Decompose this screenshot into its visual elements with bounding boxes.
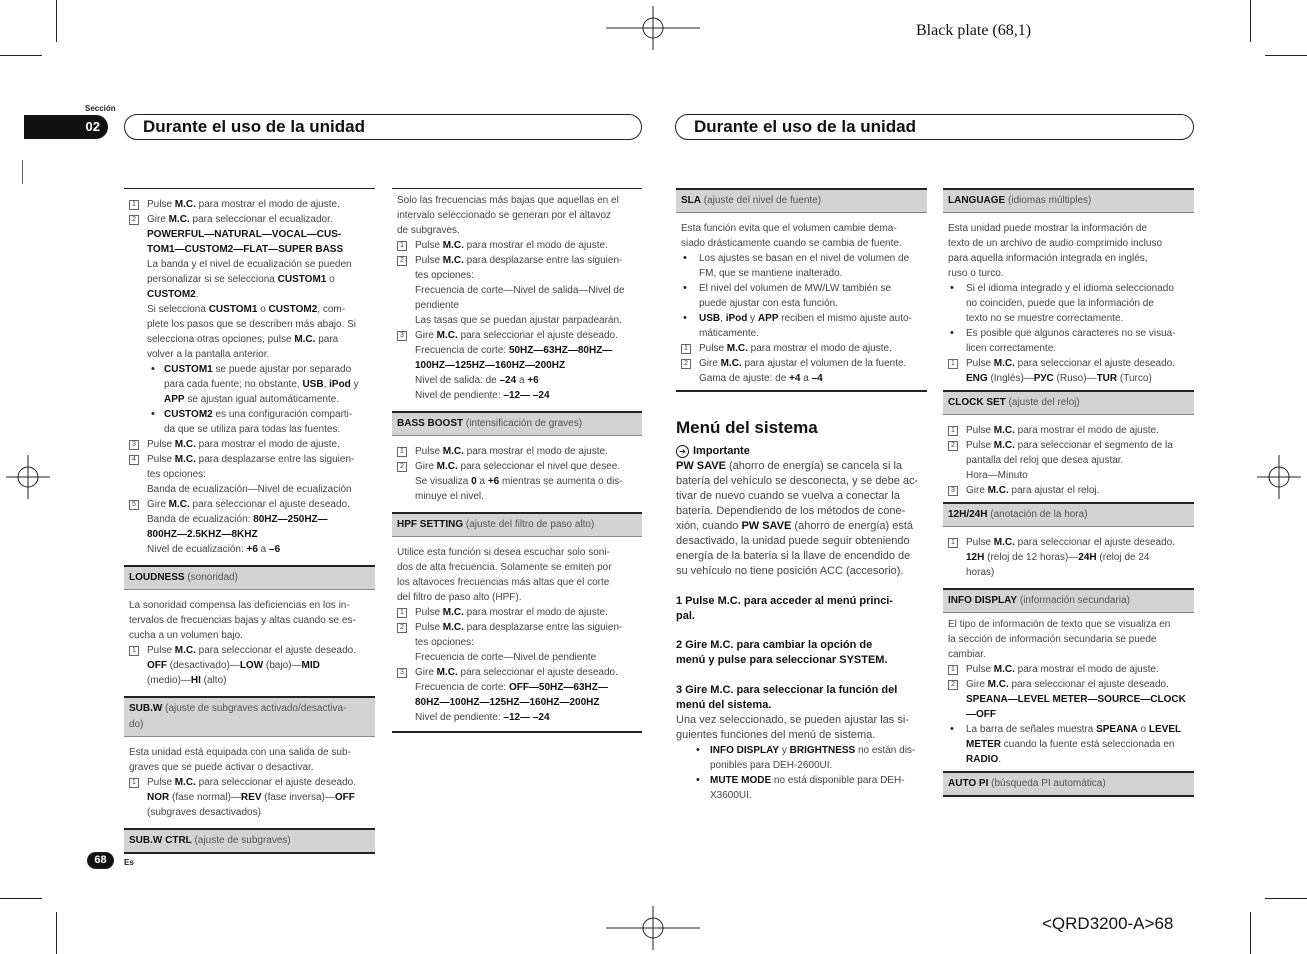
list-item: 2 Pulse M.C. para desplazarse entre las siguien-: [397, 620, 637, 635]
menu-title: Menú del sistema: [676, 418, 818, 437]
crop-mark: [1265, 898, 1307, 899]
job-code: <QRD3200-A>68: [1042, 914, 1174, 933]
crop-mark: [22, 160, 23, 184]
list-item: 1 Pulse M.C. para mostrar el modo de ajuste.: [129, 197, 370, 212]
list-item: 2 Gire M.C. para seleccionar el nivel que desee.: [397, 459, 637, 474]
setting-header-loudness: LOUDNESS (sonoridad): [124, 565, 375, 590]
crop-mark: [0, 55, 42, 56]
list-item: 1 Pulse M.C. para mostrar el modo de ajuste.: [397, 238, 637, 253]
setting-header-sla: SLA (ajuste del nivel de fuente): [676, 188, 927, 213]
column-1: 1 Pulse M.C. para mostrar el modo de ajuste. 2 Gire M.C. para seleccionar el ecualizador. POWERFUL—NATURAL—VOCAL—CUS- TOM1—CUSTOM2—FLAT—SUPER BASS La banda y el nivel de ecualización se pueden personalizar si se selecciona CUSTOM1 o CUSTOM2. Si selecciona CUSTOM1 o CUSTOM2, com- plete los pasos que se describen más abajo. Si selecciona otras opciones, pulse M.C. para volver a la pantalla anterior. • CUSTOM1 se puede ajustar por separado para cada fuente; no obstante, USB, iPod y APP se ajustan igual automáticamente. • CUSTOM2 es una configuración comparti- da que se utiliza para todas las fuentes. 3 Pulse M.C. para mostrar el modo de ajuste. 4 Pulse M.C. para desplazarse entre las siguien- tes opciones: Banda de ecualización—Nivel de ecualización 5 Gire M.C. para seleccionar el ajuste deseado. Banda de ecualización: 80HZ—250HZ— 800HZ—2.5KHZ—8KHZ Nivel de ecualización: +6 a –6 LOUDNESS (sonoridad) La sonoridad compensa las deficiencias en los in- tervalos de frecuencias bajas y altas cuando se es- cucha a un volumen bajo. 1 Pulse M.C. para seleccionar el ajuste deseado. OFF (desactivado)—LOW (bajo)—MID (medio)—HI (alto) SUB.W (ajuste de subgraves activado/desactiva- do) Esta unidad está equipada con una salida de sub- graves que se puede activar o desactivar. 1 Pulse M.C. para seleccionar el ajuste deseado. NOR (fase normal)—REV (fase inversa)—OFF (subgraves desactivados) SUB.W CTRL (ajuste de subgraves): [124, 188, 375, 854]
page-number: 68: [87, 852, 114, 869]
list-item: 1 Pulse M.C. para seleccionar el ajuste deseado.: [948, 535, 1189, 550]
list-item: 2 Gire M.C. para seleccionar el ajuste deseado.: [948, 677, 1189, 692]
section-number: 02: [24, 115, 108, 139]
setting-header-auto-pi: AUTO PI (búsqueda PI automática): [943, 771, 1194, 797]
registration-mark: [1257, 455, 1301, 499]
list-item: 3 Pulse M.C. para mostrar el modo de ajuste.: [129, 437, 370, 452]
list-item: 3 Gire M.C. para seleccionar el ajuste deseado.: [397, 328, 637, 343]
list-item: 1 Pulse M.C. para seleccionar el ajuste deseado.: [129, 775, 370, 790]
crop-mark: [1265, 55, 1307, 56]
setting-header-info-display: INFO DISPLAY (información secundaria): [943, 588, 1194, 613]
list-item: 4 Pulse M.C. para desplazarse entre las siguien-: [129, 452, 370, 467]
crop-mark: [56, 0, 57, 42]
crop-mark: [1250, 0, 1251, 42]
setting-header-12h-24h: 12H/24H (anotación de la hora): [943, 502, 1194, 527]
setting-header-clock-set: CLOCK SET (ajuste del reloj): [943, 390, 1194, 415]
list-item: 1 Pulse M.C. para seleccionar el ajuste deseado.: [948, 356, 1189, 371]
important-icon: ➔: [676, 445, 689, 458]
column-3: SLA (ajuste del nivel de fuente) Esta función evita que el volumen cambie dema- siado drásticamente cuando se cambia de fuente. • Los ajustes se basan en el nivel de volumen de FM, que se mantiene inalterado. • El nivel del volumen de MW/LW también se puede ajustar con esta función. • USB, iPod y APP reciben el mismo ajuste auto- máticamente. 1 Pulse M.C. para mostrar el modo de ajuste. 2 Gire M.C. para ajustar el volumen de la fuente. Gama de ajuste: de +4 a –4 Menú del sistema ➔ Importante PW SAVE (ahorro de energía) se cancela si la batería del vehículo se desconecta, y se debe ac- tivar de nuevo cuando se vuelva a conectar la batería. Dependiendo de los métodos de cone- xión, cuando PW SAVE (ahorro de energía) está desactivado, la unidad puede seguir obteniendo energía de la batería si la llave de encendido de su vehículo no tiene posición ACC (accesorio). 1 Pulse M.C. para acceder al menú princi- pal. 2 Gire M.C. para cambiar la opción de menú y pulse para seleccionar SYSTEM. 3 Gire M.C. para seleccionar la función del menú del sistema. Una vez seleccionado, se pueden ajustar las si- guientes funciones del menú de sistema. • INFO DISPLAY y BRIGHTNESS no están dis- ponibles para DEH-2600UI. • MUTE MODE no está disponible para DEH- X3600UI.: [676, 188, 927, 803]
setting-header-subw: SUB.W (ajuste de subgraves activado/desactiva- do): [124, 696, 375, 737]
setting-header-subw-ctrl: SUB.W CTRL (ajuste de subgraves): [124, 828, 375, 854]
list-item: 2 Pulse M.C. para seleccionar el segmento de la: [948, 438, 1189, 453]
list-item: 1 Pulse M.C. para mostrar el modo de ajuste.: [397, 444, 637, 459]
list-item: 2 Pulse M.C. para desplazarse entre las siguien-: [397, 253, 637, 268]
list-item: 2 Gire M.C. para ajustar el volumen de la fuente.: [681, 356, 922, 371]
setting-header-hpf: HPF SETTING (ajuste del filtro de paso alto): [392, 512, 642, 537]
registration-mark: [606, 6, 700, 50]
setting-header-bass-boost: BASS BOOST (intensificación de graves): [392, 411, 642, 436]
list-item: 5 Gire M.C. para seleccionar el ajuste deseado.: [129, 497, 370, 512]
registration-mark: [606, 906, 700, 950]
column-4: LANGUAGE (idiomas múltiples) Esta unidad puede mostrar la información de texto de un archivo de audio comprimido incluso para aquella información integrada en inglés, ruso o turco. • Si el idioma integrado y el idioma seleccionado no coinciden, puede que la información de texto no se muestre correctamente. • Es posible que algunos caracteres no se visua- licen correctamente. 1 Pulse M.C. para seleccionar el ajuste deseado. ENG (Inglés)—РУС (Ruso)—TUR (Turco) CLOCK SET (ajuste del reloj) 1 Pulse M.C. para mostrar el modo de ajuste. 2 Pulse M.C. para seleccionar el segmento de la pantalla del reloj que desea ajustar. Hora—Minuto 3 Gire M.C. para ajustar el reloj. 12H/24H (anotación de la hora) 1 Pulse M.C. para seleccionar el ajuste deseado. 12H (reloj de 12 horas)—24H (reloj de 24 horas) INFO DISPLAY (información secundaria) El tipo de información de texto que se visualiza en la sección de información secundaria se puede cambiar. 1 Pulse M.C. para mostrar el modo de ajuste. 2 Gire M.C. para seleccionar el ajuste deseado. SPEANA—LEVEL METER—SOURCE—CLOCK —OFF • La barra de señales muestra SPEANA o LEVEL METER cuando la fuente está seleccionada en RADIO. AUTO PI (búsqueda PI automática): [943, 188, 1194, 797]
list-item: 1 Pulse M.C. para mostrar el modo de ajuste.: [948, 662, 1189, 677]
setting-header-language: LANGUAGE (idiomas múltiples): [943, 188, 1194, 213]
list-item: 3 Gire M.C. para ajustar el reloj.: [948, 483, 1189, 498]
list-item: 1 Pulse M.C. para seleccionar el ajuste deseado.: [129, 643, 370, 658]
list-item: 1 Pulse M.C. para mostrar el modo de ajuste.: [397, 605, 637, 620]
crop-mark: [1250, 912, 1251, 954]
list-item: 1 Pulse M.C. para mostrar el modo de ajuste.: [948, 423, 1189, 438]
column-2: Solo las frecuencias más bajas que aquellas en el intervalo seleccionado se generan por el altavoz de subgraves. 1 Pulse M.C. para mostrar el modo de ajuste. 2 Pulse M.C. para desplazarse entre las siguien- tes opciones: Frecuencia de corte—Nivel de salida—Nivel de pendiente Las tasas que se puedan ajustar parpadearán. 3 Gire M.C. para seleccionar el ajuste deseado. Frecuencia de corte: 50HZ—63HZ—80HZ— 100HZ—125HZ—160HZ—200HZ Nivel de salida: de –24 a +6 Nivel de pendiente: –12— –24 BASS BOOST (intensificación de graves) 1 Pulse M.C. para mostrar el modo de ajuste. 2 Gire M.C. para seleccionar el nivel que desee. Se visualiza 0 a +6 mientras se aumenta o dis- minuye el nivel. HPF SETTING (ajuste del filtro de paso alto) Utilice esta función si desea escuchar solo soni- dos de alta frecuencia. Solamente se emiten por los altavoces frecuencias más altas que el corte del filtro de paso alto (HPF). 1 Pulse M.C. para mostrar el modo de ajuste. 2 Pulse M.C. para desplazarse entre las siguien- tes opciones: Frecuencia de corte—Nivel de pendiente 3 Gire M.C. para seleccionar el ajuste deseado. Frecuencia de corte: OFF—50HZ—63HZ— 80HZ—100HZ—125HZ—160HZ—200HZ Nivel de pendiente: –12— –24: [392, 188, 642, 733]
list-item: 2 Gire M.C. para seleccionar el ecualizador.: [129, 212, 370, 227]
page-title-left: Durante el uso de la unidad: [124, 114, 642, 140]
registration-mark: [6, 455, 50, 499]
list-item: 3 Gire M.C. para seleccionar el ajuste deseado.: [397, 665, 637, 680]
crop-mark: [0, 898, 42, 899]
plate-label: Black plate (68,1): [916, 22, 1032, 39]
language-code: Es: [124, 858, 134, 867]
section-label: Sección: [85, 104, 116, 113]
page-title-right: Durante el uso de la unidad: [675, 114, 1194, 140]
list-item: 1 Pulse M.C. para mostrar el modo de ajuste.: [681, 341, 922, 356]
crop-mark: [56, 912, 57, 954]
